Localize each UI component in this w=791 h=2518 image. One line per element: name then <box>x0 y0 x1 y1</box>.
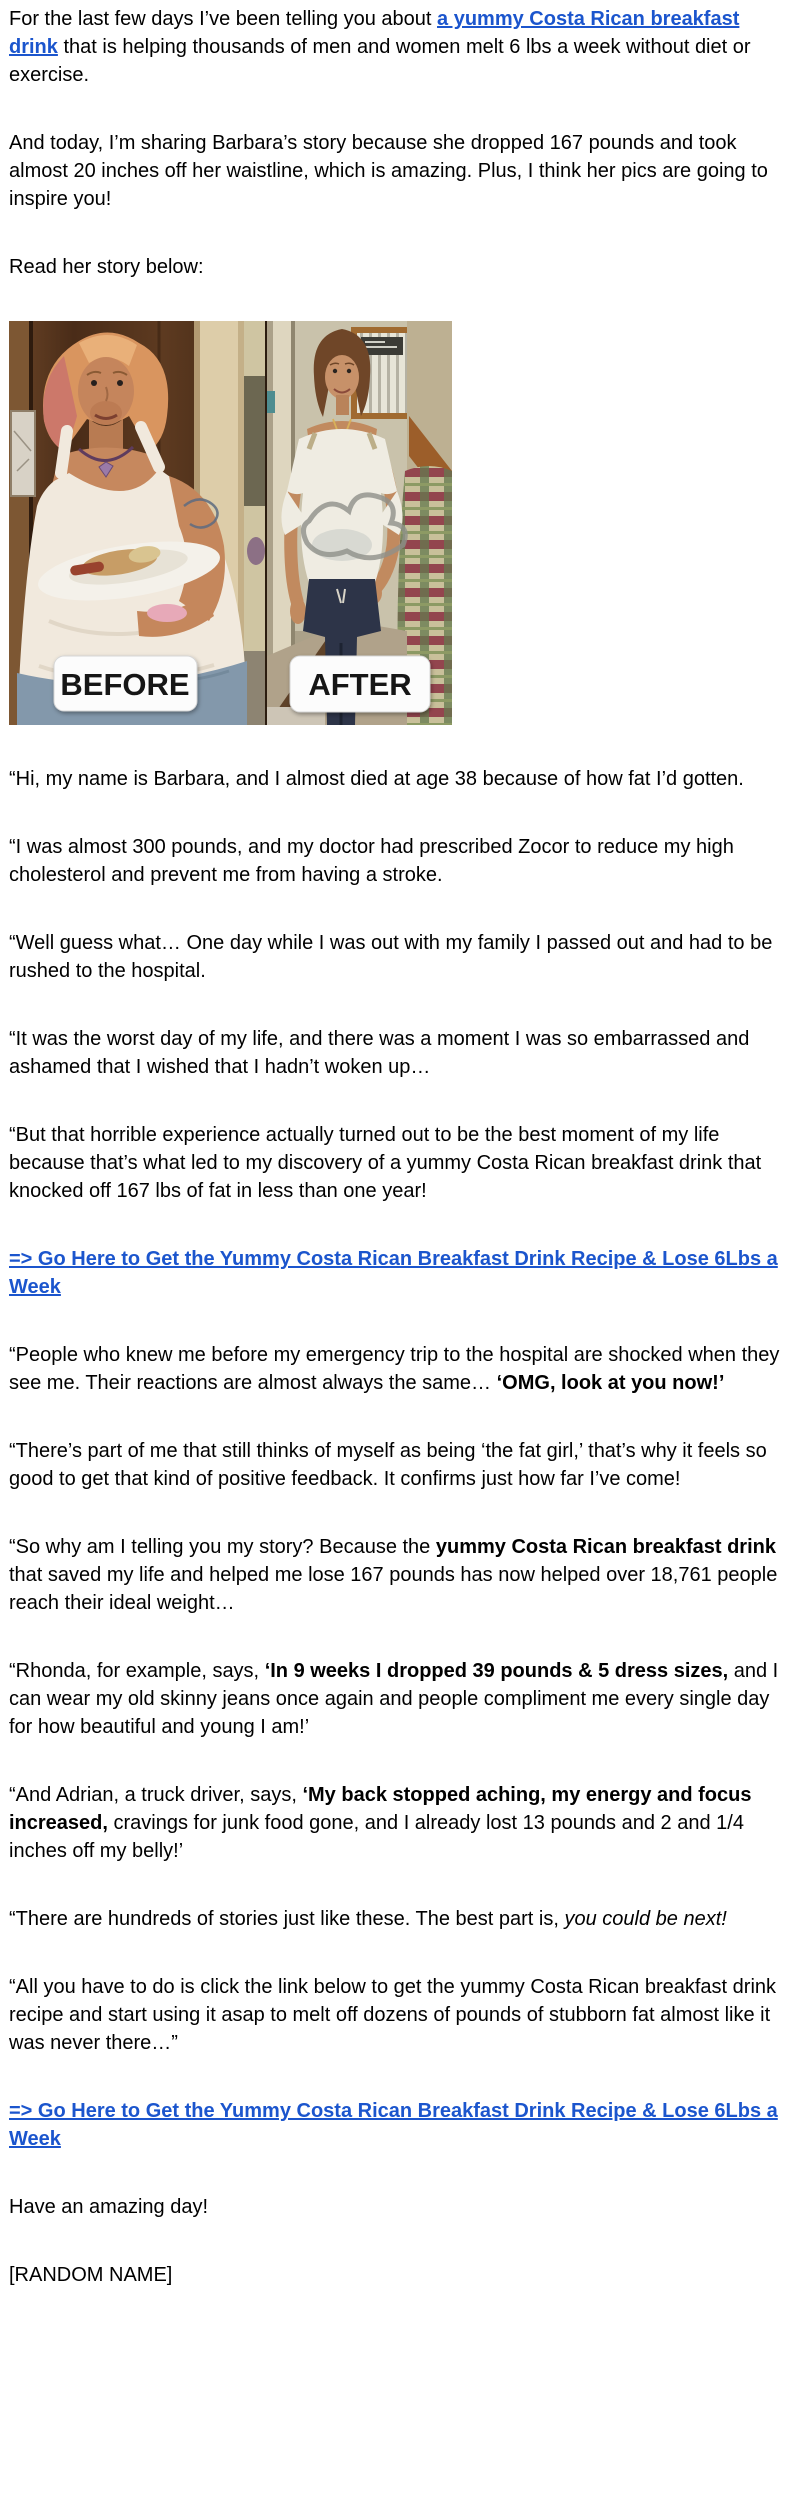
before-label: BEFORE <box>60 667 190 702</box>
after-label-badge <box>290 656 430 712</box>
before-after-photo <box>9 321 782 725</box>
paragraph <box>9 2097 782 2153</box>
italic-text: you could be next! <box>564 1908 727 1930</box>
text-run: “So why am I telling you my story? Because the <box>9 1536 436 1558</box>
text-run: “I was almost 300 pounds, and my doctor had prescribed Zocor to reduce my high cholesterol and prevent me from having a stroke. <box>9 836 734 886</box>
paragraph <box>9 1025 782 1081</box>
paragraph <box>9 1245 782 1301</box>
paragraph <box>9 833 782 889</box>
text-run: “And Adrian, a truck driver, says, <box>9 1784 303 1806</box>
text-run: that saved my life and helped me lose 167 pounds has now helped over 18,761 people reach their ideal weight… <box>9 1564 778 1614</box>
text-run: “There’s part of me that still thinks of myself as being ‘the fat girl,’ that’s why it feels so good to get that kind of positive feedback. It confirms just how far I’ve come! <box>9 1440 767 1490</box>
paragraph <box>9 1781 782 1865</box>
text-run: “Rhonda, for example, says, <box>9 1660 265 1682</box>
paragraph <box>9 2261 782 2289</box>
paragraph <box>9 1121 782 1205</box>
before-label-badge <box>54 656 197 711</box>
text-run: “Hi, my name is Barbara, and I almost died at age 38 because of how fat I’d gotten. <box>9 768 744 790</box>
text-run: that is helping thousands of men and women melt 6 lbs a week without diet or exercise. <box>9 36 751 86</box>
bold-text: yummy Costa Rican breakfast drink <box>435 1536 776 1558</box>
text-run: cravings for junk food gone, and I already lost 13 pounds and 2 and 1/4 inches off my belly!’ <box>9 1812 744 1862</box>
paragraph <box>9 1905 782 1933</box>
email-body <box>9 5 782 2289</box>
text-run: For the last few days I’ve been telling you about <box>9 8 438 30</box>
text-run: [RANDOM NAME] <box>9 2264 173 2286</box>
paragraph <box>9 765 782 793</box>
bold-text: ‘In 9 weeks I dropped 39 pounds & 5 dress sizes, <box>264 1660 729 1682</box>
cta-link-bottom[interactable]: => Go Here to Get the Yummy Costa Rican Breakfast Drink Recipe & Lose 6Lbs a Week <box>9 2100 778 2150</box>
before-after-photo-svg <box>9 321 452 725</box>
inline-breakfast-drink-link[interactable]: a yummy Costa Rican breakfast drink <box>9 8 740 58</box>
paragraph <box>9 929 782 985</box>
paragraph <box>9 1657 782 1741</box>
text-run: and I can wear my old skinny jeans once again and people compliment me every single day for how beautiful and young I am!’ <box>9 1660 779 1738</box>
text-run: “But that horrible experience actually turned out to be the best moment of my life because that’s what led to my discovery of a yummy Costa Rican breakfast drink that knocked off 167 lbs of fat in less than one year! <box>9 1124 762 1202</box>
bold-text: ‘My back stopped aching, my energy and focus increased, <box>9 1784 752 1834</box>
bold-text: ‘OMG, look at you now!’ <box>496 1372 725 1394</box>
after-label: AFTER <box>308 667 412 702</box>
paragraph <box>9 129 782 213</box>
text-run: “People who knew me before my emergency trip to the hospital are shocked when they see me. Their reactions are almost always the same… <box>9 1344 780 1394</box>
cta-link-top[interactable]: => Go Here to Get the Yummy Costa Rican Breakfast Drink Recipe & Lose 6Lbs a Week <box>9 1248 778 1298</box>
paragraph <box>9 1437 782 1493</box>
paragraph <box>9 253 782 281</box>
text-run: “It was the worst day of my life, and there was a moment I was so embarrassed and ashamed that I wished that I hadn’t woken up… <box>9 1028 750 1078</box>
paragraph <box>9 1533 782 1617</box>
text-run: And today, I’m sharing Barbara’s story because she dropped 167 pounds and took almost 20 inches off her waistline, which is amazing. Plus, I think her pics are going to inspire you! <box>9 132 768 210</box>
text-run: “There are hundreds of stories just like these. The best part is, <box>9 1908 565 1930</box>
paragraph <box>9 5 782 89</box>
paragraph <box>9 1341 782 1397</box>
paragraph <box>9 1973 782 2057</box>
paragraph <box>9 2193 782 2221</box>
text-run: “Well guess what… One day while I was out with my family I passed out and had to be rushed to the hospital. <box>9 932 773 982</box>
text-run: Have an amazing day! <box>9 2196 209 2218</box>
text-run: Read her story below: <box>9 256 204 278</box>
text-run: “All you have to do is click the link below to get the yummy Costa Rican breakfast drink recipe and start using it asap to melt off dozens of pounds of stubborn fat almost like it was never there…” <box>9 1976 777 2054</box>
